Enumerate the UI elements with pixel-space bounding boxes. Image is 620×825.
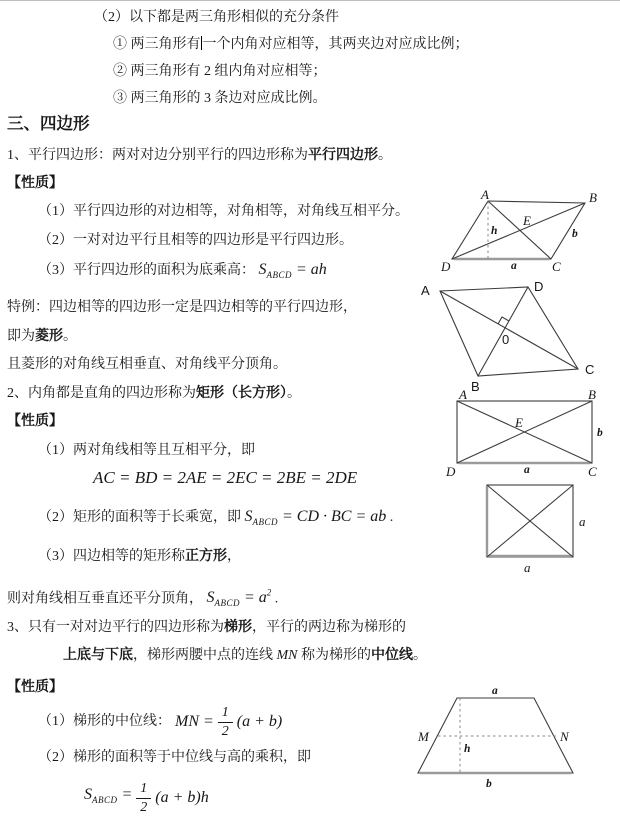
square-figure[interactable] — [480, 479, 595, 577]
side-label-b: b — [597, 427, 603, 439]
trapezoid-prop-1[interactable]: （1）梯形的中位线： MN = $\frac{1}{2}$ (a + b) — [38, 704, 283, 739]
formula-square-area: $S_{ABCD} = a^2$ — [206, 588, 272, 609]
rectangle-prop-1[interactable]: （1）两对角线相等且互相平分，即 — [38, 443, 255, 458]
side-label-a: a — [511, 260, 517, 272]
vertex-label-a: A — [481, 187, 489, 202]
trapezoid-definition-line-1[interactable]: 3、只有一对对边平行的四边形称为梯形，平行的两边称为梯形的 — [7, 620, 406, 635]
side-label-a: a — [524, 464, 530, 476]
rhombus-special-case-1[interactable]: 特例：四边相等的四边形一定是四边相等的平行四边形， — [7, 300, 357, 315]
fraction-one-half: $\frac{1}{2}$ — [136, 782, 151, 815]
intersection-label-o: 0 — [502, 332, 510, 347]
midpoint-label-m: M — [418, 729, 429, 744]
rhombus-diagonal-ac — [440, 291, 578, 369]
intersection-label-e: E — [523, 213, 531, 228]
clause-similarity-item-3[interactable]: ③ 两三角形的 3 条边对应成比例。 — [113, 91, 327, 106]
side-label-b: b — [572, 228, 578, 240]
rectangle-definition[interactable]: 2、内角都是直角的四边形称为矩形（长方形）。 — [7, 386, 301, 401]
fraction-one-half: $\frac{1}{2}$ — [218, 706, 233, 739]
vertex-label-b: B — [471, 379, 480, 394]
formula-rectangle-diagonals[interactable]: AC = BD = 2AE = 2EC = 2BE = 2DE — [93, 468, 358, 487]
side-label-a: a — [492, 685, 498, 697]
height-label-h: h — [491, 225, 498, 237]
formula-trapezoid-area[interactable]: $S_{ABCD}$ = $\frac{1}{2}$ (a + b)h — [84, 780, 209, 815]
clause-similarity-item-1[interactable]: ① 两三角形有 一个内角对应相等，其两夹边对应成比例； — [113, 37, 469, 52]
text-cursor — [201, 36, 202, 50]
parallelogram-definition[interactable]: 1、平行四边形：两对对边分别平行的四边形称为平行四边形。 — [7, 148, 392, 163]
vertex-label-d: D — [446, 464, 456, 479]
vertex-label-b: B — [589, 190, 597, 205]
side-label-b: b — [486, 778, 492, 790]
section-heading-quadrilaterals[interactable]: 三、四边形 — [7, 114, 90, 133]
trapezoid-prop-2[interactable]: （2）梯形的面积等于中位线与高的乘积，即 — [38, 750, 311, 765]
trapezoid-definition-line-2[interactable]: 上底与下底，梯形两腰中点的连线 MN 称为梯形的中位线。 — [63, 648, 427, 663]
formula-midline: MN = — [175, 713, 214, 730]
rectangle-prop-2[interactable]: （2）矩形的面积等于长乘宽，即 $S_{ABCD}$ = CD · BC = ab . — [38, 508, 394, 528]
vertex-label-c: C — [585, 362, 595, 377]
rectangle-figure[interactable] — [445, 389, 610, 479]
midpoint-label-n: N — [560, 729, 569, 744]
formula-parallelogram-area: $S_{ABCD}$ = ah — [258, 261, 327, 281]
parallelogram-prop-1[interactable]: （1）平行四边形的对边相等，对角相等，对角线互相平分。 — [38, 204, 409, 219]
parallelogram-figure[interactable] — [425, 189, 610, 279]
clause-similarity-item-2[interactable]: ② 两三角形有 2 组内角对应相等； — [113, 64, 327, 79]
rectangle-properties-label[interactable]: 【性质】 — [7, 414, 63, 429]
trapezoid-figure[interactable] — [410, 684, 590, 796]
rhombus-special-case-3[interactable]: 且菱形的对角线互相垂直、对角线平分顶角。 — [7, 357, 287, 372]
parallelogram-properties-label[interactable]: 【性质】 — [7, 176, 63, 191]
vertex-label-a: A — [421, 283, 430, 298]
vertex-label-d: D — [441, 259, 451, 274]
vertex-label-b: B — [588, 387, 596, 402]
vertex-label-c: C — [588, 464, 597, 479]
rhombus-figure[interactable] — [418, 281, 603, 393]
side-label-a-bottom: a — [524, 560, 531, 575]
rectangle-prop-3[interactable]: （3）四边相等的矩形称正方形， — [38, 549, 241, 564]
side-label-a-right: a — [579, 514, 586, 529]
trapezoid-properties-label[interactable]: 【性质】 — [7, 680, 63, 695]
clause-similarity-heading[interactable]: （2）以下都是两三角形相似的充分条件 — [94, 10, 339, 25]
intersection-label-e: E — [515, 415, 523, 430]
parallelogram-diagonal-db — [452, 203, 585, 259]
formula-rectangle-area: $S_{ABCD}$ = CD · BC = ab — [244, 508, 387, 528]
vertex-label-a: A — [459, 387, 467, 402]
rhombus-special-case-2[interactable]: 即为菱形。 — [7, 329, 77, 344]
vertex-label-c: C — [552, 259, 561, 274]
height-label-h: h — [464, 743, 471, 755]
square-property[interactable]: 则对角线相互垂直还平分顶角， $S_{ABCD} = a^2$ . — [7, 588, 279, 609]
parallelogram-prop-2[interactable]: （2）一对对边平行且相等的四边形是平行四边形。 — [38, 233, 353, 248]
vertex-label-d: D — [534, 279, 544, 294]
parallelogram-prop-3[interactable]: （3）平行四边形的面积为底乘高： $S_{ABCD}$ = ah — [38, 261, 327, 281]
